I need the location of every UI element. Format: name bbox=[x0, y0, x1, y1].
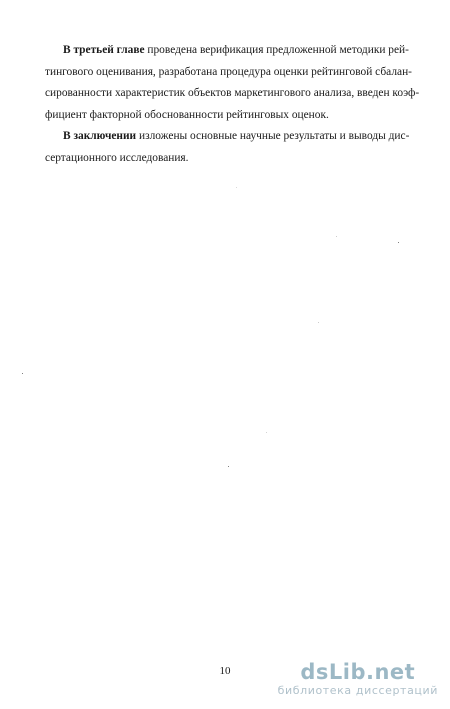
scan-speck bbox=[398, 242, 399, 243]
watermark bbox=[278, 660, 438, 698]
scan-speck bbox=[336, 236, 337, 237]
scan-speck bbox=[228, 466, 229, 467]
paragraph-third-chapter bbox=[45, 40, 420, 126]
scan-speck bbox=[236, 187, 237, 188]
paragraph-text: изложены основные научные результаты и выводы дис- bbox=[136, 130, 410, 142]
watermark-subtitle: библиотека диссертаций bbox=[277, 684, 438, 697]
page-number: 10 bbox=[219, 665, 231, 677]
text-line: сертационного исследования. bbox=[45, 151, 189, 164]
paragraph-lead: В заключении bbox=[63, 130, 137, 142]
text-line: тингового оценивания, разработана процедура оценки рейтинговой сбалан- bbox=[45, 65, 412, 78]
text-line: фициент факторной обоснованности рейтинговых оценок. bbox=[45, 108, 329, 121]
scan-speck bbox=[318, 322, 319, 323]
text-line bbox=[45, 40, 409, 62]
text-line: сированности характеристик объектов маркетингового анализа, введен коэф- bbox=[45, 87, 420, 99]
paragraph-text: проведена верификация предложенной методики рей- bbox=[144, 44, 409, 56]
text-line bbox=[45, 126, 410, 148]
watermark-logo: dsLib.net bbox=[300, 660, 416, 684]
scan-speck bbox=[266, 432, 267, 433]
paragraph-conclusion bbox=[45, 126, 410, 169]
paragraph-lead: В третьей главе bbox=[63, 44, 145, 56]
scan-speck bbox=[22, 373, 23, 374]
